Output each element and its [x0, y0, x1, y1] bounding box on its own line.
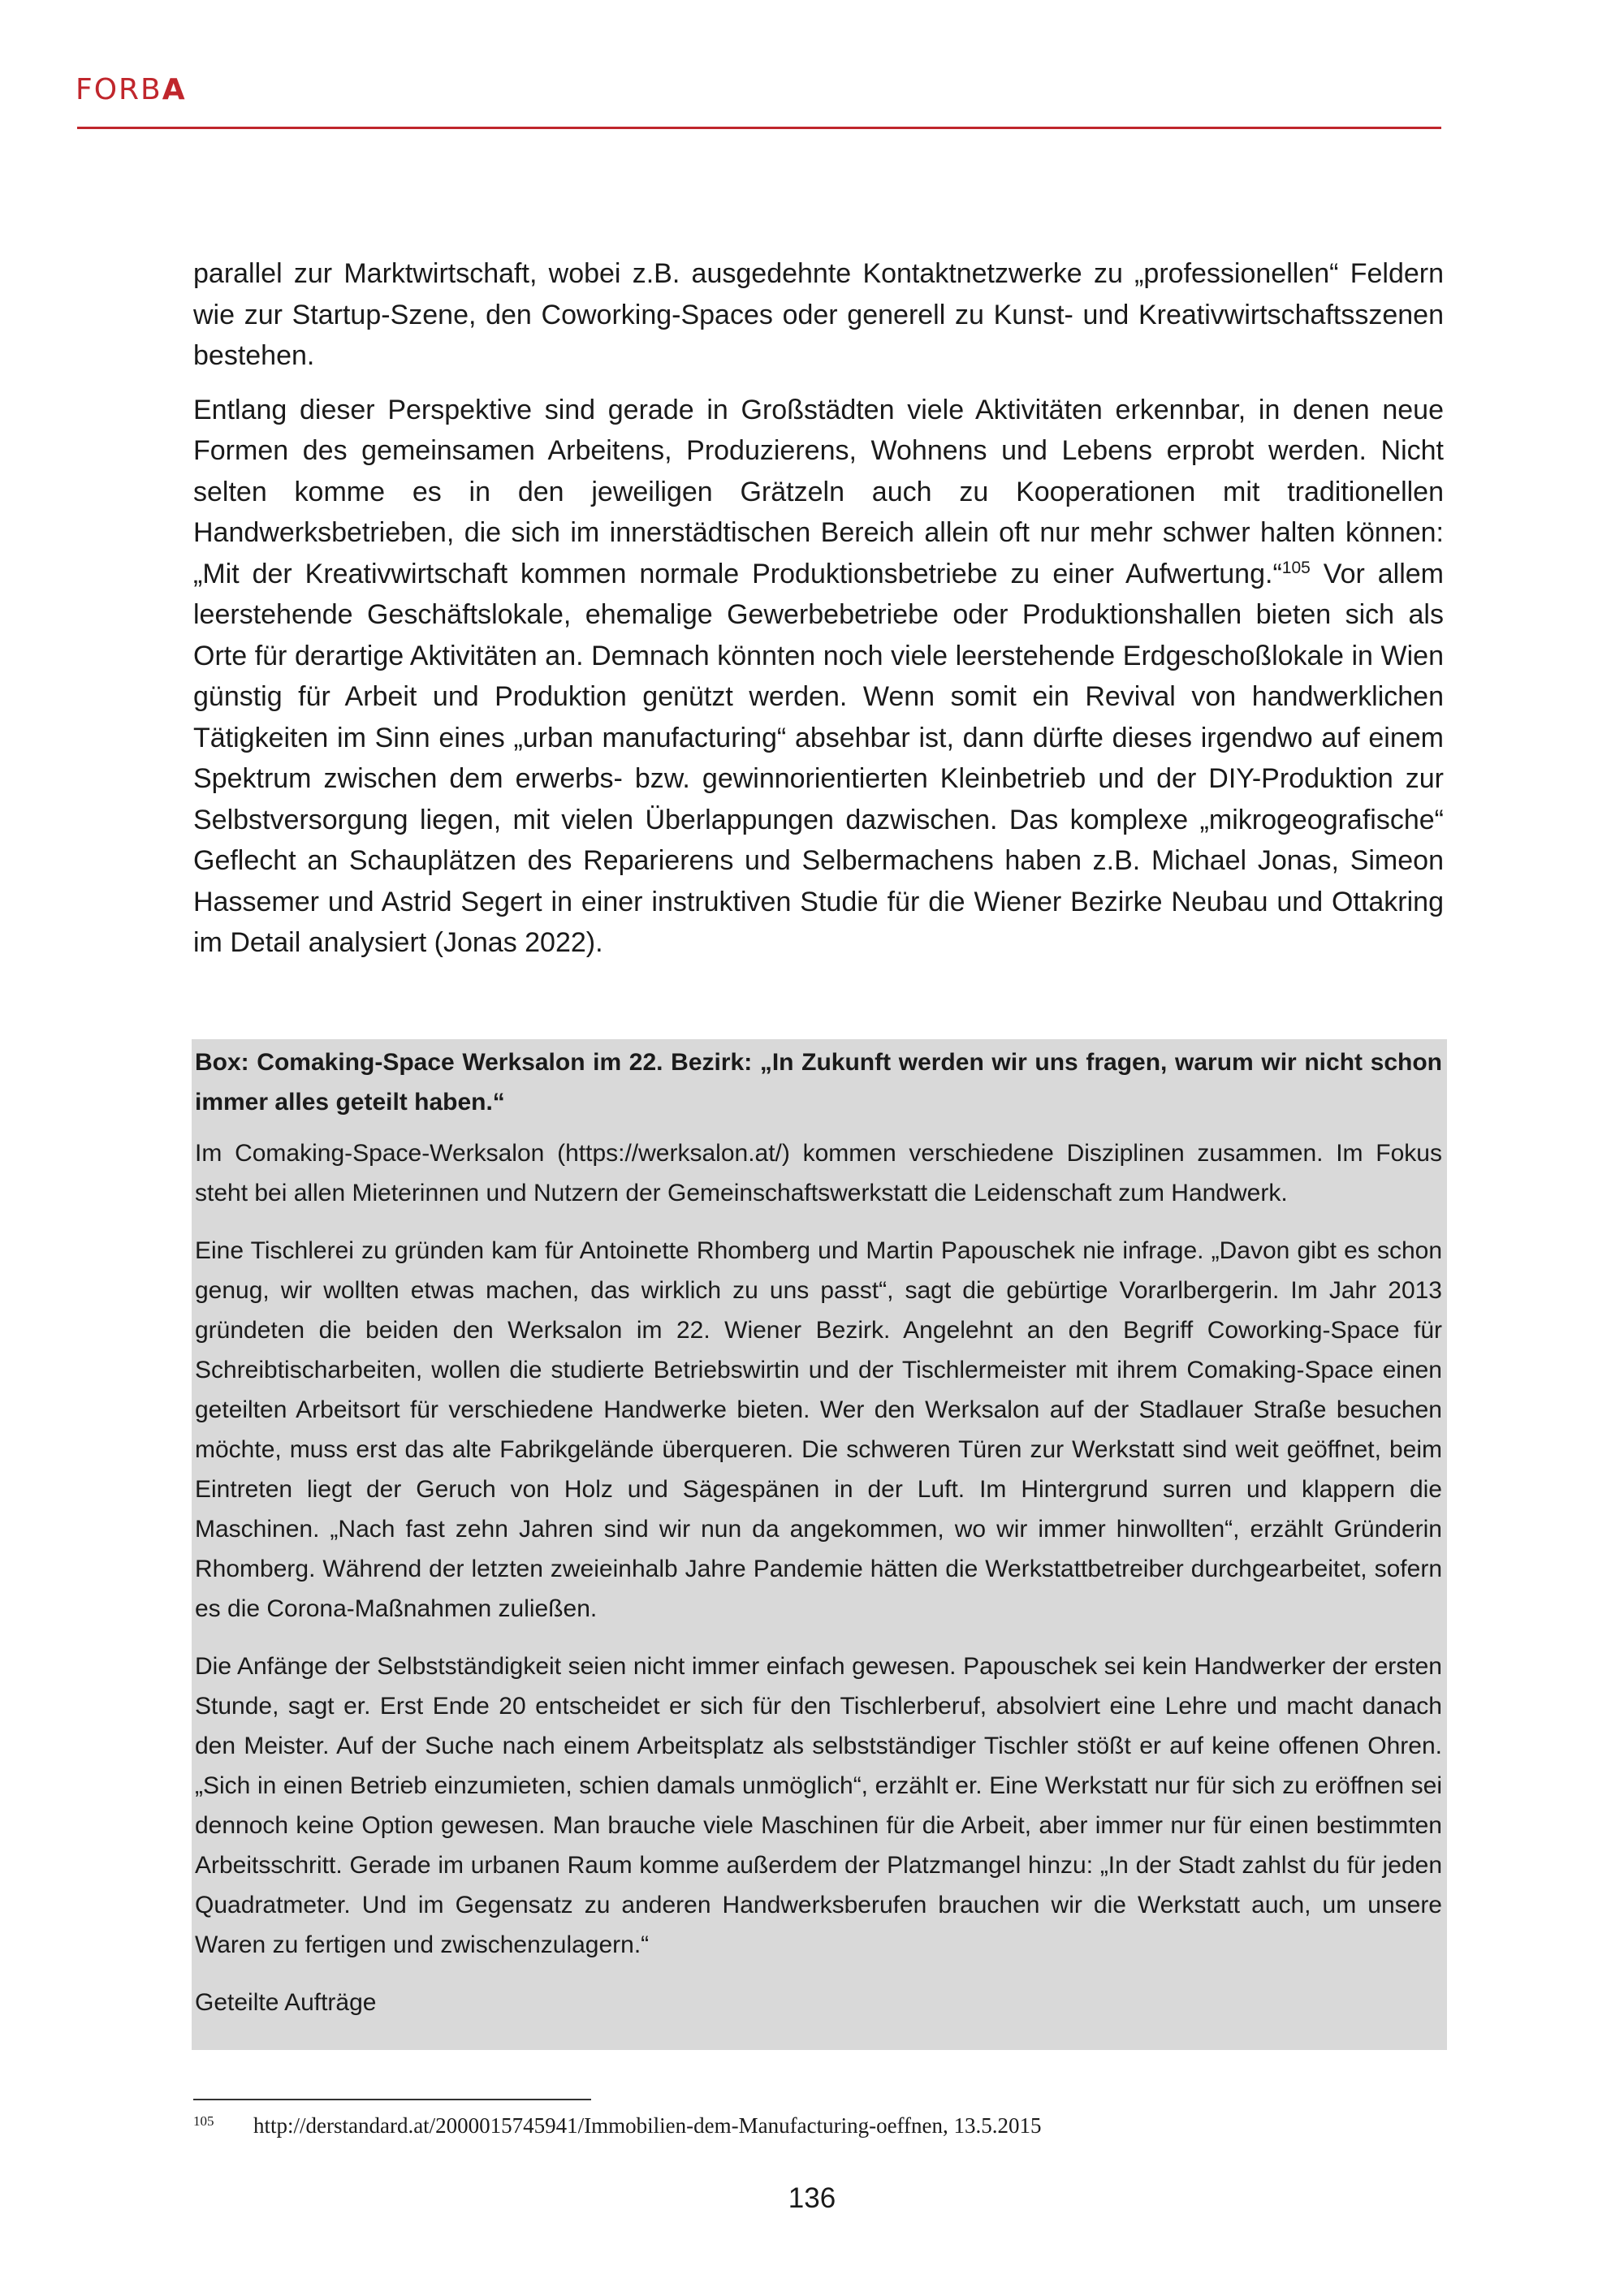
footnote — [193, 2113, 1042, 2138]
page-number: 136 — [788, 2182, 836, 2214]
logo-text-bold: A — [162, 73, 187, 106]
box-paragraph-3: Die Anfänge der Selbstständigkeit seien nicht immer einfach gewesen. Papouschek sei kein Handwerker der ersten Stunde, sagt er. Erst Ende 20 entscheidet er sich für den Tischlerberuf, absolviert eine Lehre und macht danach den Meister. Auf der Suche nach einem Arbeitsplatz als selbstständiger Tischler stößt er auf keine offenen Ohren. „Sich in einen Betrieb einzumieten, schien damals unmöglich“, erzählt er. Eine Werkstatt nur für sich zu eröffnen sei dennoch keine Option gewesen. Man brauche viele Maschinen für die Arbeit, aber immer nur für einen bestimmten Arbeitsschritt. Gerade im urbanen Raum komme außerdem der Platzmangel hinzu: „In der Stadt zahlst du für jeden Quadratmeter. Und im Gegensatz zu anderen Handwerksberufen brauchen wir die Werkstatt auch, um unsere Waren zu fertigen und zwischenzulagern.“ — [195, 1653, 1442, 1958]
box-paragraph-2: Eine Tischlerei zu gründen kam für Antoinette Rhomberg und Martin Papouschek nie infrage. „Davon gibt es schon genug, wir wollten etwas machen, das wirklich zu uns passt“, sagt die gebürtige Vorarlbergerin. Im Jahr 2013 gründeten die beiden den Werksalon im 22. Wiener Bezirk. Angelehnt an den Begriff Coworking-Space für Schreibtischarbeiten, wollen die studierte Betriebswirtin und der Tischlermeister mit ihrem Comaking-Space einen geteilten Arbeitsort für verschiedene Handwerke bieten. Wer den Werksalon auf der Stadlauer Straße besuchen möchte, muss erst das alte Fabrikgelände überqueren. Die schweren Türen zur Werkstatt sind weit geöffnet, beim Eintreten liegt der Geruch von Holz und Sägespänen in der Luft. Im Hintergrund surren und klappern die Maschinen. „Nach fast zehn Jahren sind wir nun da angekommen, wo wir immer hinwollten“, erzählt Gründerin Rhomberg. Während der letzten zweieinhalb Jahre Pandemie hätten die Werkstattbetreiber durchgearbeitet, sofern es die Corona-Maßnahmen zuließen. — [195, 1237, 1442, 1622]
box-paragraph-1: Im Comaking-Space-Werksalon (https://werksalon.at/) kommen verschiedene Disziplinen zusammen. Im Fokus steht bei allen Mieterinnen und Nutzern der Gemeinschaftswerkstatt die Leidenschaft zum Handwerk. — [195, 1140, 1442, 1206]
box-subheading: Geteilte Aufträge — [195, 1989, 377, 2016]
footnote-divider — [193, 2099, 591, 2100]
body-paragraph-1: parallel zur Marktwirtschaft, wobei z.B. ausgedehnte Kontaktnetzwerke zu „professionellen“ Feldern wie zur Startup-Szene, den Coworking-Spaces oder generell zu Kunst- und Kreativwirtschaftsszenen bestehen. — [193, 258, 1444, 371]
footnote-number: 105 — [193, 2113, 214, 2129]
info-box — [192, 1039, 1447, 2050]
main-body-text — [193, 253, 1444, 977]
footnote-reference[interactable]: 105 — [1281, 558, 1311, 577]
forba-logo — [76, 73, 187, 106]
logo-text-light: FORB — [76, 73, 162, 106]
body-paragraph-2-part-2: Vor allem leerstehende Geschäftslokale, ehemalige Gewerbebetriebe oder Produktionshallen bieten sich als Orte für derartige Aktivitäten an. Demnach könnten noch viele leerstehende Erdgeschoßlokale in Wien günstig für Arbeit und Produktion genützt werden. Wenn somit ein Revival von handwerklichen Tätigkeiten im Sinn eines „urban manufacturing“ absehbar ist, dann dürfte dieses irgendwo auf einem Spektrum zwischen dem erwerbs- bzw. gewinnorientierten Kleinbetrieb und der DIY-Produktion zur Selbstversorgung liegen, mit vielen Überlappungen dazwischen. Das komplexe „mikrogeografische“ Geflecht an Schauplätzen des Reparierens und Selbermachens haben z.B. Michael Jonas, Simeon Hassemer und Astrid Segert in einer instruktiven Studie für die Wiener Bezirke Neubau und Ottakring im Detail analysiert (Jonas 2022). — [193, 558, 1444, 958]
header-divider — [77, 127, 1441, 129]
body-paragraph-2-part-1: Entlang dieser Perspektive sind gerade in Großstädten viele Aktivitäten erkennbar, in denen neue Formen des gemeinsamen Arbeitens, Produzierens, Wohnens und Lebens erprobt werden. Nicht selten komme es in den jeweiligen Grätzeln auch zu Kooperationen mit traditionellen Handwerksbetrieben, die sich im innerstädtischen Bereich allein oft nur mehr schwer halten können: „Mit der Kreativwirtschaft kommen normale Produktionsbetriebe zu einer Aufwertung.“ — [193, 394, 1444, 589]
footnote-link[interactable]: http://derstandard.at/2000015745941/Immobilien-dem-Manufacturing-oeffnen, 13.5.2015 — [253, 2113, 1042, 2138]
body-paragraph-2 — [193, 390, 1444, 964]
box-title: Box: Comaking-Space Werksalon im 22. Bezirk: „In Zukunft werden wir uns fragen, warum wir nicht schon immer alles geteilt haben.“ — [195, 1049, 1442, 1116]
